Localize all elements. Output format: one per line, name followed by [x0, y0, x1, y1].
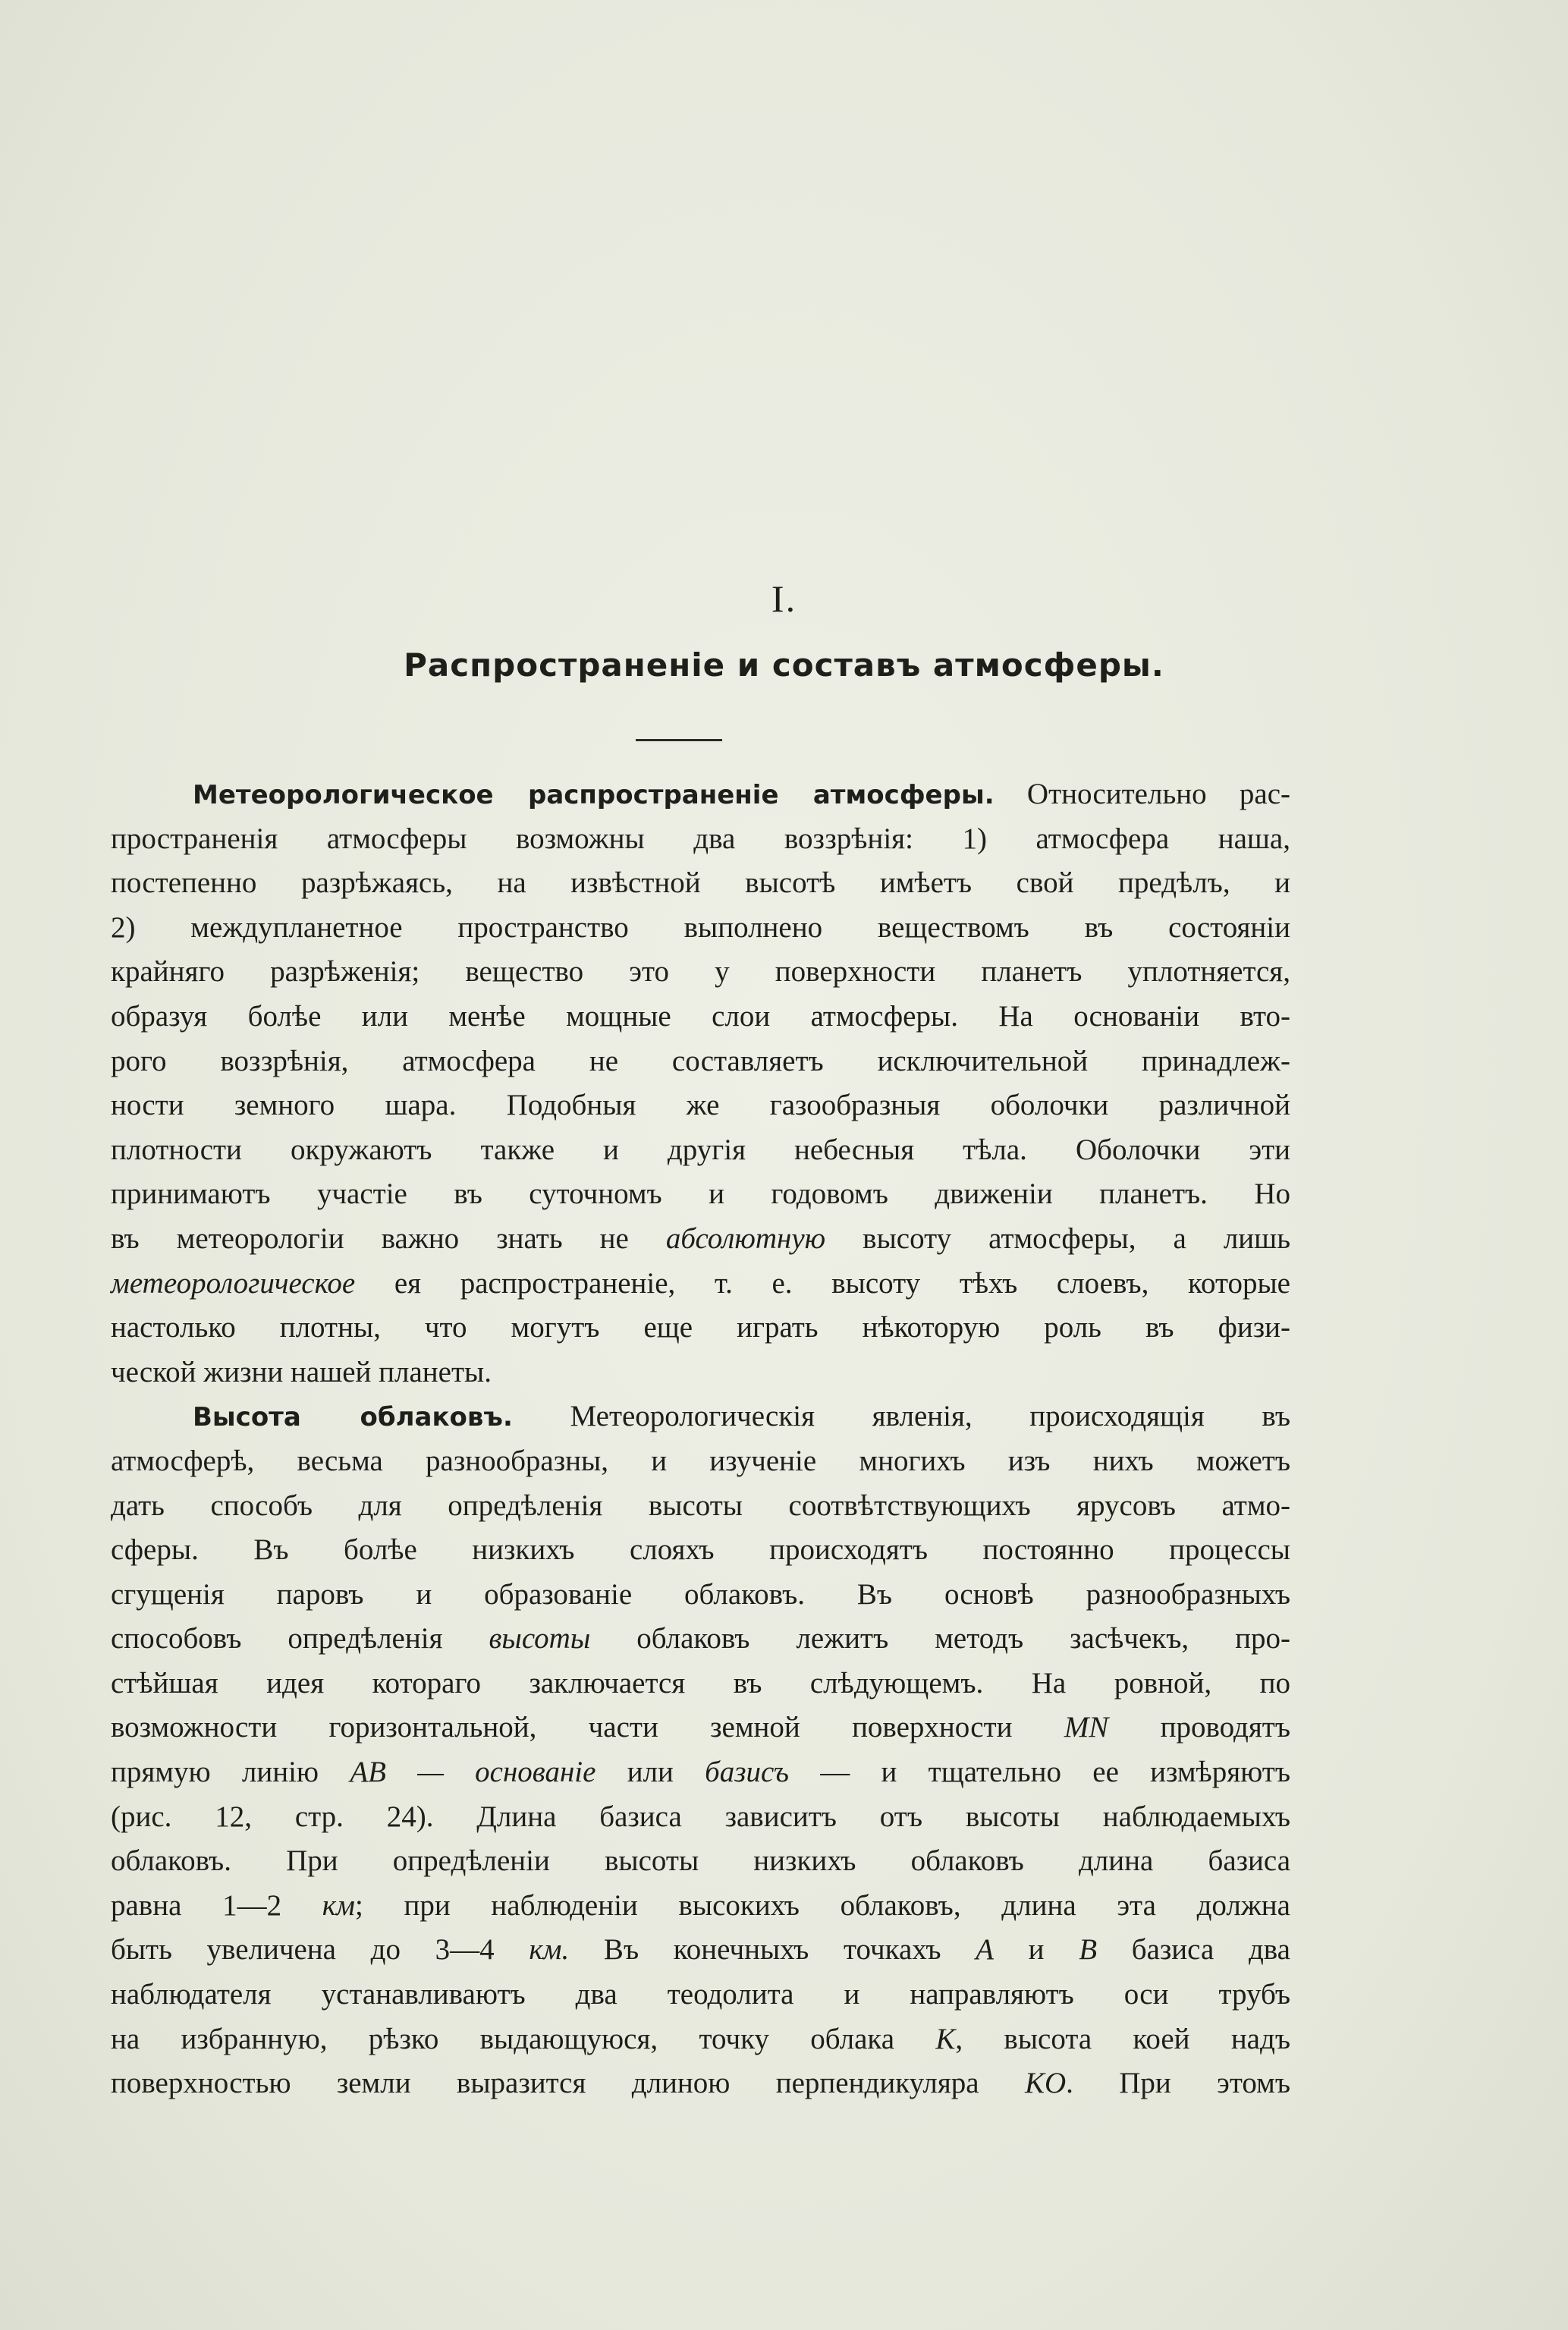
text-line: облаковъ. При опредѣленiи высоты низкихъ облаковъ длина базиса: [111, 1844, 1290, 1878]
text-line: поверхностью земли выразится длиною перпендикуляра KO. При этомъ: [111, 2067, 1290, 2100]
section-heading: Высота облаковъ.: [193, 1402, 513, 1433]
text-line: наблюдателя устанавливаютъ два теодолита и направляютъ оси трубъ: [111, 1978, 1290, 2011]
text-line: метеорологическое ея распространенiе, т. е. высоту тѣхъ слоевъ, которые: [111, 1266, 1290, 1300]
text-line: атмосферѣ, весьма разнообразны, и изученiе многихъ изъ нихъ можетъ: [111, 1444, 1290, 1477]
text-line: крайняго разрѣженiя; вещество это у поверхности планетъ уплотняется,: [111, 955, 1290, 989]
text-line: настолько плотны, что могутъ еще играть нѣкоторую роль въ физи-: [111, 1311, 1290, 1344]
text-line: способовъ опредѣленiя высоты облаковъ лежитъ методъ засѣчекъ, про-: [111, 1622, 1290, 1656]
text-line: принимаютъ участiе въ суточномъ и годовомъ движенiи планетъ. Но: [111, 1178, 1290, 1211]
text-line: плотности окружаютъ также и другiя небесныя тѣла. Оболочки эти: [111, 1133, 1290, 1166]
text-line: дать способъ для опредѣленiя высоты соотвѣтствующихъ ярусовъ атмо-: [111, 1489, 1290, 1522]
text-line: образуя болѣе или менѣе мощные слои атмосферы. На основанiи вто-: [111, 999, 1290, 1033]
text-line: Метеорологическое распространенie атмосферы. Относительно рас-: [193, 778, 1290, 810]
text-line: (рис. 12, стр. 24). Длина базиса зависитъ отъ высоты наблюдаемыхъ: [111, 1800, 1290, 1833]
text-line: на избранную, рѣзко выдающуюся, точку облака K, высота коей надъ: [111, 2022, 1291, 2055]
section-heading: Метеорологическое распространенie атмосферы.: [193, 780, 995, 810]
title-divider: [636, 739, 722, 741]
chapter-number: I.: [771, 577, 797, 620]
text-line: Высота облаковъ. Метеорологическiя явленiя, происходящiя въ: [193, 1400, 1290, 1433]
text-line: рого воззрѣнiя, атмосфера не составляетъ исключительной принадлеж-: [111, 1044, 1290, 1077]
body-text: [111, 772, 1290, 2106]
chapter-title: Распространенie и составъ атмосферы.: [404, 646, 1164, 684]
text-line: равна 1—2 км; при наблюденiи высокихъ облаковъ, длина эта должна: [111, 1888, 1290, 1922]
text-line: возможности горизонтальной, части земной поверхности MN проводятъ: [111, 1711, 1290, 1744]
text-line: ности земного шара. Подобныя же газообразныя оболочки различной: [111, 1089, 1290, 1122]
text-line: въ метеорологiи важно знать не абсолютную высоту атмосферы, а лишь: [111, 1222, 1290, 1255]
text-line: быть увеличена до 3—4 км. Въ конечныхъ точкахъ A и B базиса два: [111, 1933, 1290, 1967]
text-line: ческой жизни нашей планеты.: [111, 1355, 492, 1388]
text-line: стѣйшая идея котораго заключается въ слѣдующемъ. На ровной, по: [111, 1666, 1290, 1700]
text-line: 2) междупланетное пространство выполнено веществомъ въ состоянiи: [111, 910, 1290, 944]
text-line: прямую линiю AB — основанiе или базисъ — и тщательно ее измѣряютъ: [111, 1756, 1290, 1789]
text-line: сферы. Въ болѣе низкихъ слояхъ происходятъ постоянно процессы: [111, 1533, 1290, 1567]
text-line: постепенно разрѣжаясь, на извѣстной высотѣ имѣетъ свой предѣлъ, и: [111, 866, 1290, 900]
text-line: сгущенiя паровъ и образованiе облаковъ. Въ основѣ разнообразныхъ: [111, 1577, 1290, 1611]
text-line: пространенiя атмосферы возможны два воззрѣнiя: 1) атмосфера наша,: [111, 822, 1290, 855]
